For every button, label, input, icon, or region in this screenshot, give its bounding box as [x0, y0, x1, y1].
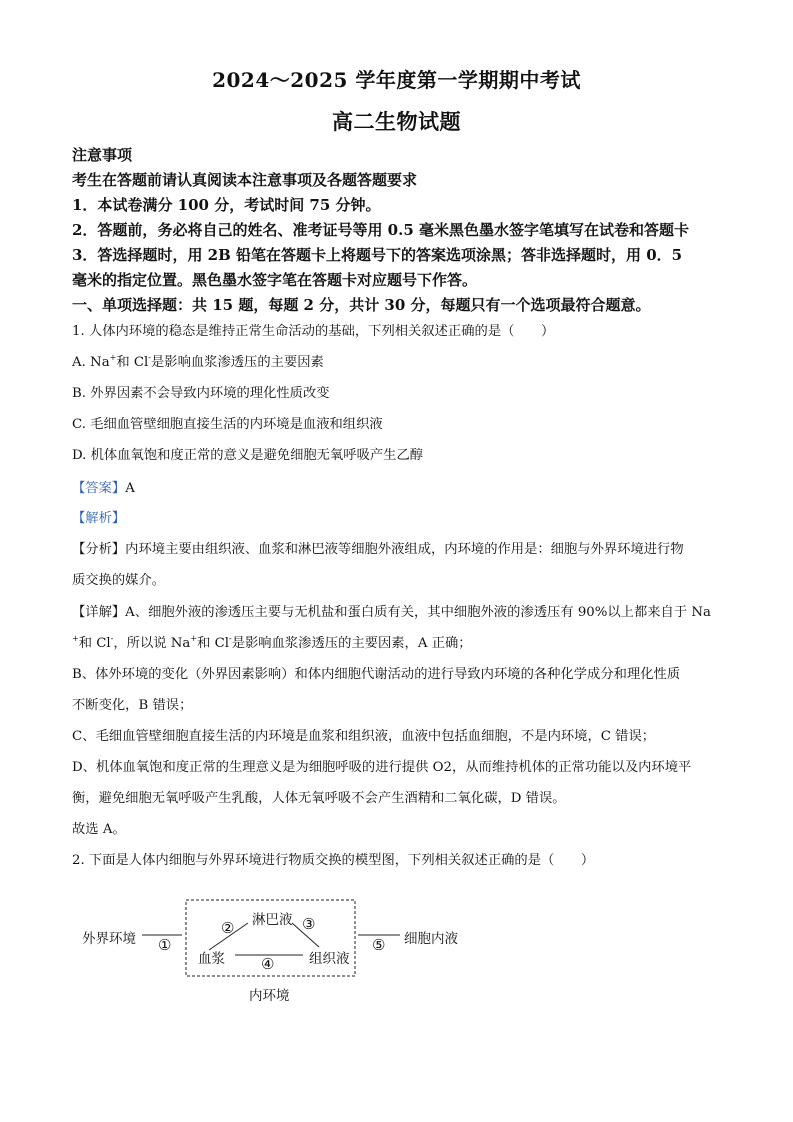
exam-subtitle: 高二生物试题: [332, 109, 461, 134]
marker-2: ②: [221, 919, 235, 937]
detail-line-1: 【详解】A、细胞外液的渗透压主要与无机盐和蛋白质有关，其中细胞外液的渗透压有 90%以上都来自于 Na: [72, 605, 711, 620]
question-1-stem: 1. 人体内环境的稳态是维持正常生命活动的基础，下列相关叙述正确的是（ ）: [72, 324, 555, 339]
marker-4: ④: [261, 955, 275, 973]
answer-line: [72, 480, 728, 498]
notice-item-1: 1．本试卷满分 100 分，考试时间 75 分钟。: [72, 196, 381, 214]
detail-line-2: [72, 635, 728, 653]
detail-b-line-1: B、体外环境的变化（外界因素影响）和体内细胞代谢活动的进行导致内环境的各种化学成分和理化性质: [72, 667, 681, 682]
internal-environment-label: 内环境: [249, 988, 290, 1004]
marker-5: ⑤: [372, 936, 386, 954]
section-heading: 一、单项选择题：共 15 题，每题 2 分，共计 30 分，每题只有一个选项最符合题意。: [72, 296, 651, 314]
superscript: +: [72, 634, 79, 643]
superscript: -: [229, 634, 232, 643]
notice-item-2: 2．答题前，务必将自己的姓名、准考证号等用 0.5 毫米黑色墨水签字笔填写在试卷和答题卡: [72, 221, 689, 239]
detail-d-line-2: 衡，避免细胞无氧呼吸产生乳酸，人体无氧呼吸不会产生酒精和二氧化碳，D 错误。: [72, 791, 566, 806]
detail-d-line-1: D、机体血氧饱和度正常的生理意义是为细胞呼吸的进行提供 O2，从而维持机体的正常功能以及内环境平: [72, 760, 692, 775]
fenxi-line-2: 质交换的媒介。: [72, 573, 166, 588]
tissue-fluid-label: 组织液: [309, 951, 350, 967]
analysis-tag: 【解析】: [72, 511, 126, 526]
detail-c: C、毛细血管壁细胞直接生活的内环境是血浆和组织液，血液中包括血细胞，不是内环境，C 错误；: [72, 729, 656, 744]
superscript: -: [110, 634, 114, 643]
superscript: -: [148, 353, 151, 362]
marker-3: ③: [302, 915, 316, 933]
detail-text: 和 Cl: [78, 636, 111, 651]
question-1-option-b: B. 外界因素不会导致内环境的理化性质改变: [72, 386, 330, 401]
detail-b-line-2: 不断变化，B 错误；: [72, 698, 193, 713]
notice-item-3-line-2: 毫米的指定位置。黑色墨水签字笔在答题卡对应题号下作答。: [72, 271, 478, 289]
detail-text: 是影响血浆渗透压的主要因素，A 正确；: [231, 636, 472, 651]
lymph-label: 淋巴液: [252, 912, 293, 928]
notice-heading: 注意事项: [72, 146, 133, 164]
option-a-mid: 和 Cl: [116, 355, 149, 370]
intracellular-fluid-label: 细胞内液: [404, 931, 458, 947]
marker-1: ①: [158, 936, 172, 954]
superscript: +: [190, 634, 198, 643]
notice-intro: 考生在答题前请认真阅读本注意事项及各题答题要求: [72, 171, 418, 189]
external-environment-label: 外界环境: [82, 931, 136, 947]
fenxi-line-1: 【分析】内环境主要由组织液、血浆和淋巴液等细胞外液组成，内环境的作用是：细胞与外界环境进行物: [72, 542, 684, 557]
internal-environment-diagram: [72, 893, 492, 1008]
plasma-label: 血浆: [198, 951, 225, 967]
option-a-text: 是影响血浆渗透压的主要因素: [150, 355, 324, 370]
conclusion: 故选 A。: [72, 822, 126, 837]
question-2-stem: 2. 下面是人体内细胞与外界环境进行物质交换的模型图，下列相关叙述正确的是（ ）: [72, 853, 595, 868]
detail-text: ，所以说 Na: [113, 636, 191, 651]
question-1-option-c: C. 毛细血管壁细胞直接生活的内环境是血液和组织液: [72, 417, 383, 432]
detail-text: 和 Cl: [197, 636, 229, 651]
exam-title: 2024～2025 学年度第一学期期中考试: [212, 68, 581, 92]
question-1-option-d: D. 机体血氧饱和度正常的意义是避免细胞无氧呼吸产生乙醇: [72, 448, 424, 463]
option-a-prefix: A. Na: [72, 355, 110, 370]
answer-tag: 【答案】: [72, 481, 126, 496]
question-1-option-a: [72, 354, 728, 372]
notice-item-3-line-1: 3．答选择题时，用 2B 铅笔在答题卡上将题号下的答案选项涂黑；答非选择题时，用 0．5: [72, 246, 683, 264]
answer-value: A: [125, 481, 135, 496]
superscript: +: [109, 353, 117, 362]
